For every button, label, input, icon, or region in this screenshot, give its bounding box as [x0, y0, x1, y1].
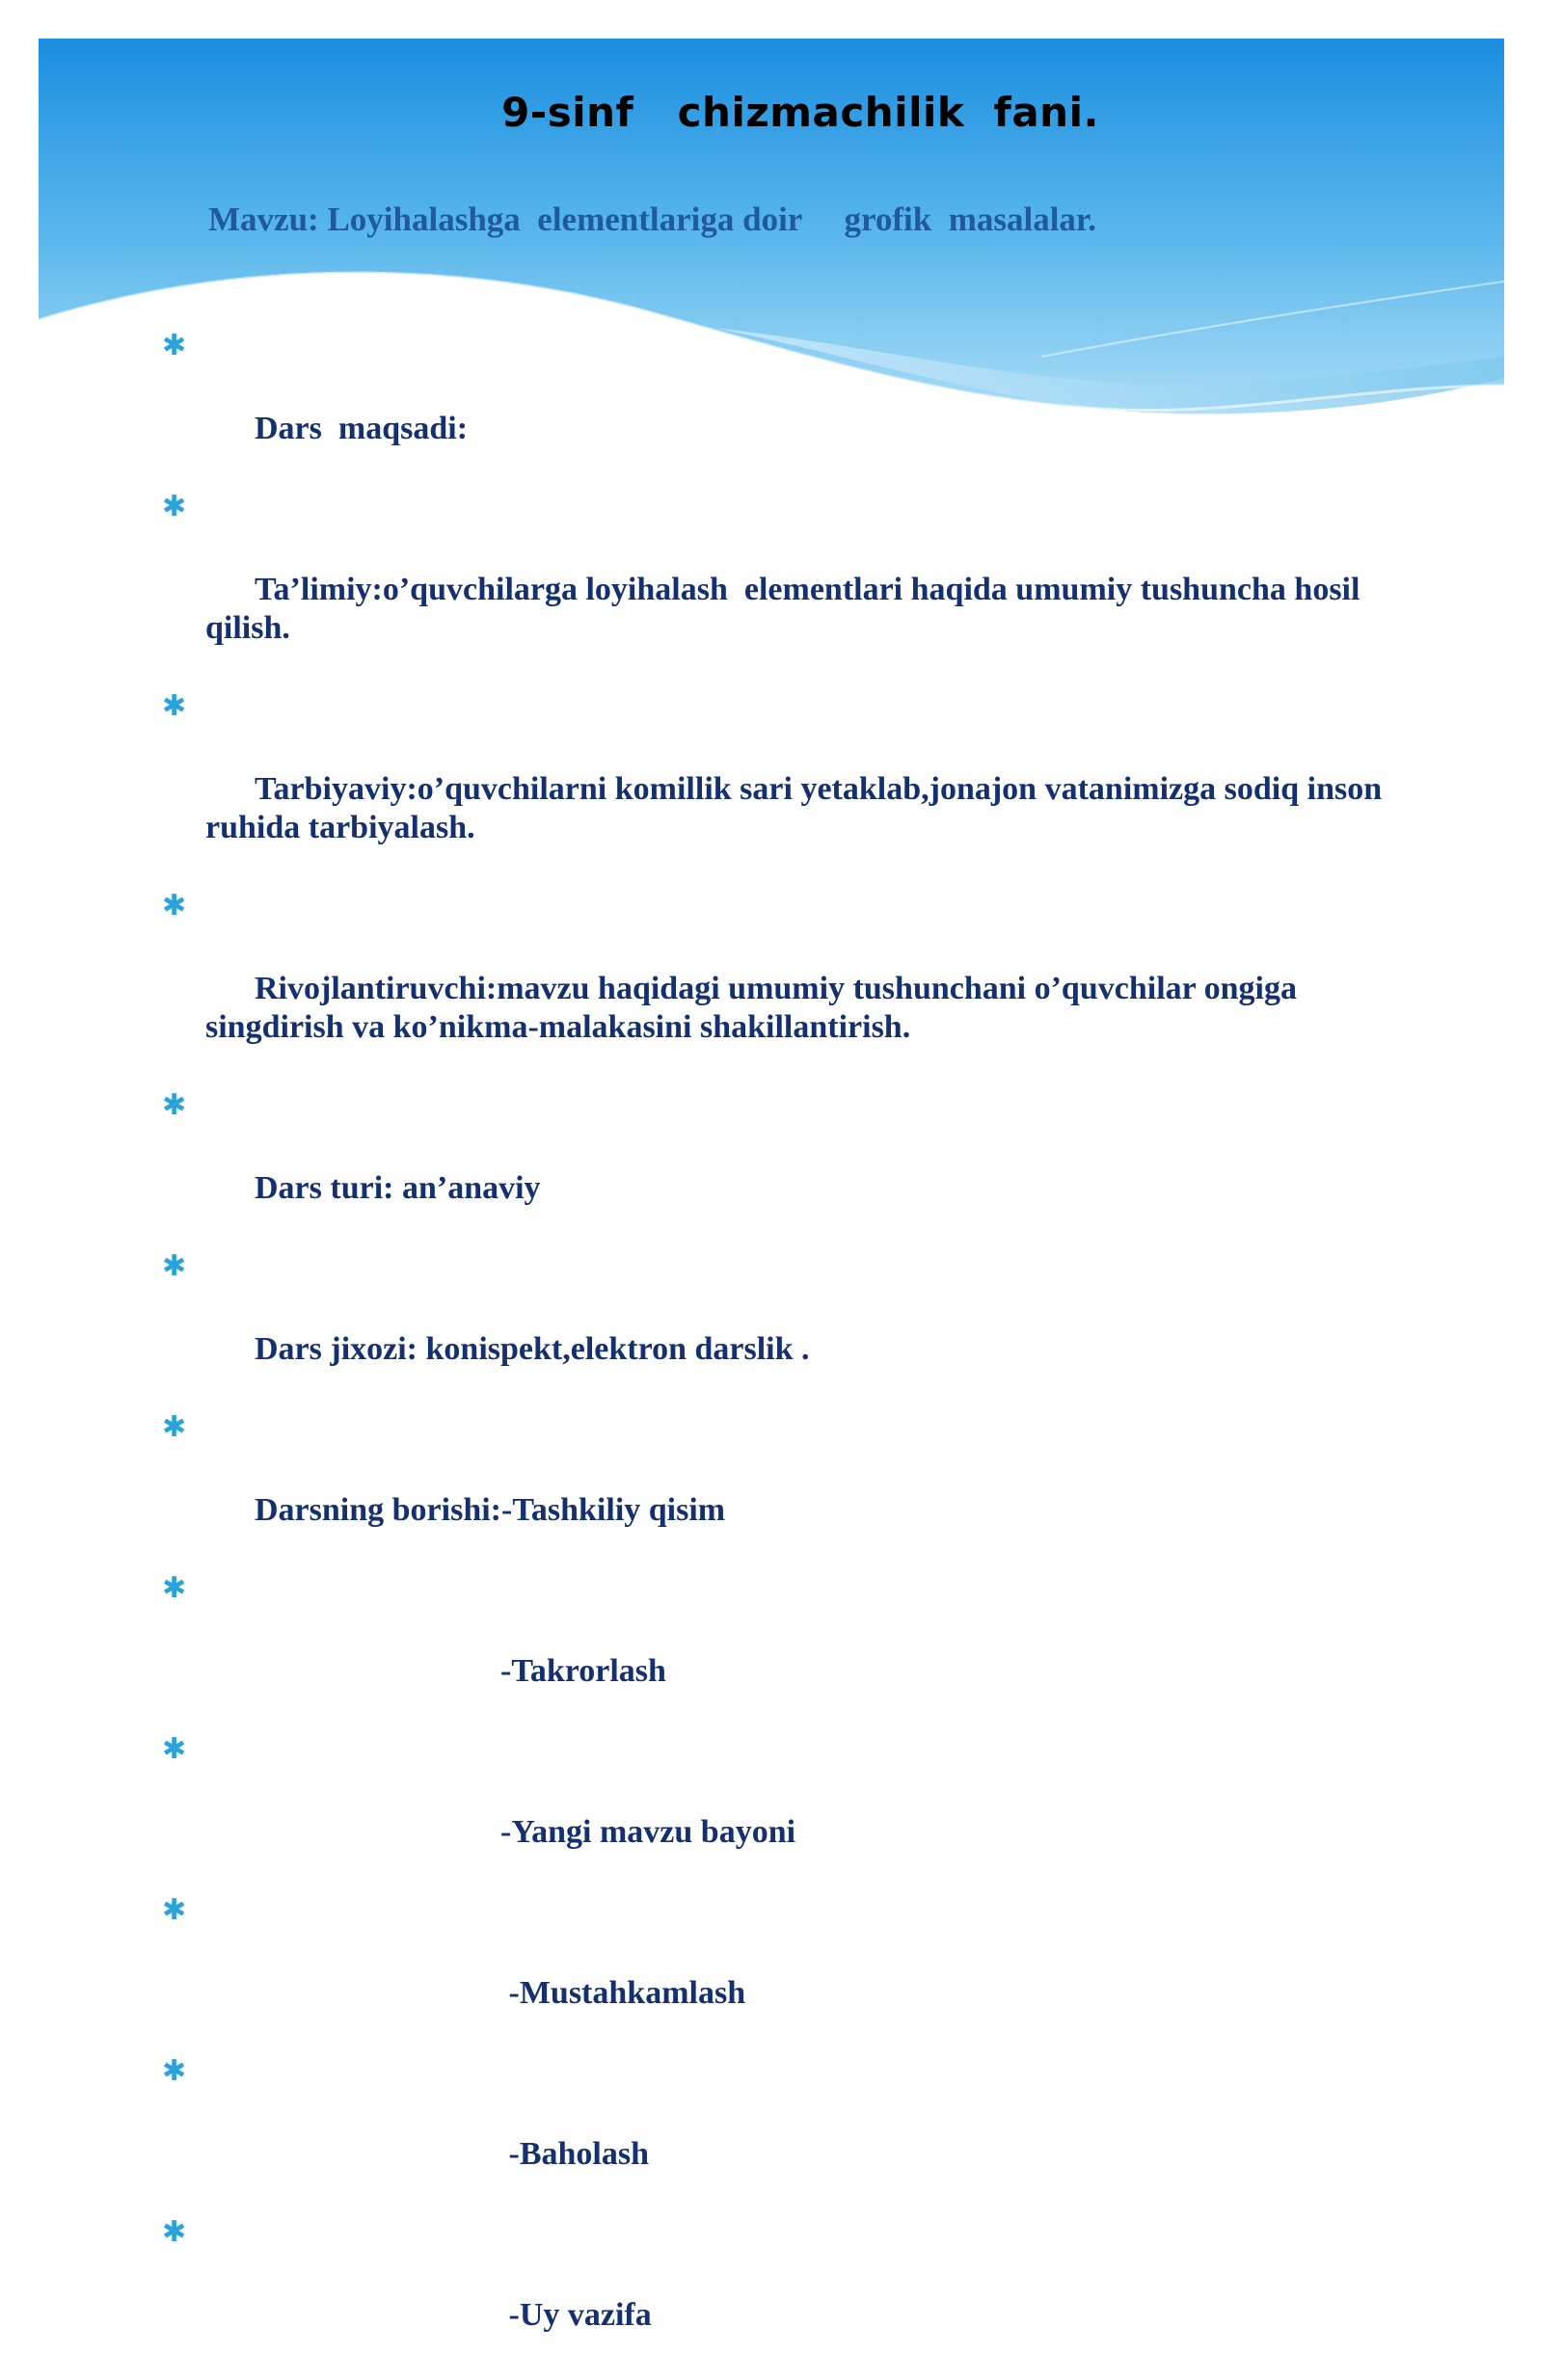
asterisk-icon: ✱ [162, 1571, 187, 1605]
list-item [162, 490, 1415, 686]
list-item [162, 1249, 1415, 1407]
list-item [162, 1571, 1415, 1729]
list-item-text: -Uy vazifa [255, 2297, 652, 2333]
list-item-text: -Takrorlash [255, 1653, 666, 1689]
asterisk-icon: ✱ [162, 689, 187, 723]
list-item-text: -Yangi mavzu bayoni [255, 1814, 796, 1850]
list-item-text: -Baholash [255, 2136, 649, 2172]
list-item [162, 2054, 1415, 2212]
list-item [162, 1088, 1415, 1246]
asterisk-icon: ✱ [162, 1410, 187, 1444]
slide-subtitle: Mavzu: Loyihalashga elementlariga doir grofik masalalar. [208, 201, 1097, 238]
list-item [162, 689, 1415, 886]
bullet-list [162, 329, 1415, 2380]
asterisk-icon: ✱ [162, 2054, 187, 2088]
list-item-text: Dars maqsadi: [255, 411, 469, 446]
list-item-text: -Mustahkamlash [255, 1975, 746, 2011]
list-item-text: Rivojlantiruvchi:mavzu haqidagi umumiy tushunchani o’quvchilar ongiga singdirish va ko’nikma-malakasini shakillantirish. [205, 971, 1306, 1045]
asterisk-icon: ✱ [162, 1088, 187, 1122]
asterisk-icon: ✱ [162, 1893, 187, 1927]
asterisk-icon: ✱ [162, 490, 187, 523]
asterisk-icon: ✱ [162, 2215, 187, 2249]
asterisk-icon: ✱ [162, 1732, 187, 1766]
list-item [162, 1410, 1415, 1568]
list-item [162, 1732, 1415, 1890]
list-item [162, 1893, 1415, 2051]
asterisk-icon: ✱ [162, 1249, 187, 1283]
asterisk-icon: ✱ [162, 329, 187, 362]
list-item-text: Darsning borishi:-Tashkiliy qisim [255, 1492, 726, 1528]
list-item-text: Tarbiyaviy:o’quvchilarni komillik sari yetaklab,jonajon vatanimizga sodiq inson ruhida tarbiyalash. [205, 771, 1390, 845]
list-item [162, 889, 1415, 1085]
list-item [162, 2215, 1415, 2373]
slide-title: 9-sinf chizmachilik fani. [501, 89, 1099, 136]
list-item [162, 329, 1415, 487]
asterisk-icon: ✱ [162, 889, 187, 923]
list-item-text: Dars jixozi: konispekt,elektron darslik . [255, 1331, 810, 1367]
list-item-text: Ta’limiy:o’quvchilarga loyihalash elementlari haqida umumiy tushuncha hosil qilish. [205, 572, 1368, 646]
list-item-text: Dars turi: an’anaviy [255, 1170, 541, 1206]
slide [39, 39, 1504, 2333]
